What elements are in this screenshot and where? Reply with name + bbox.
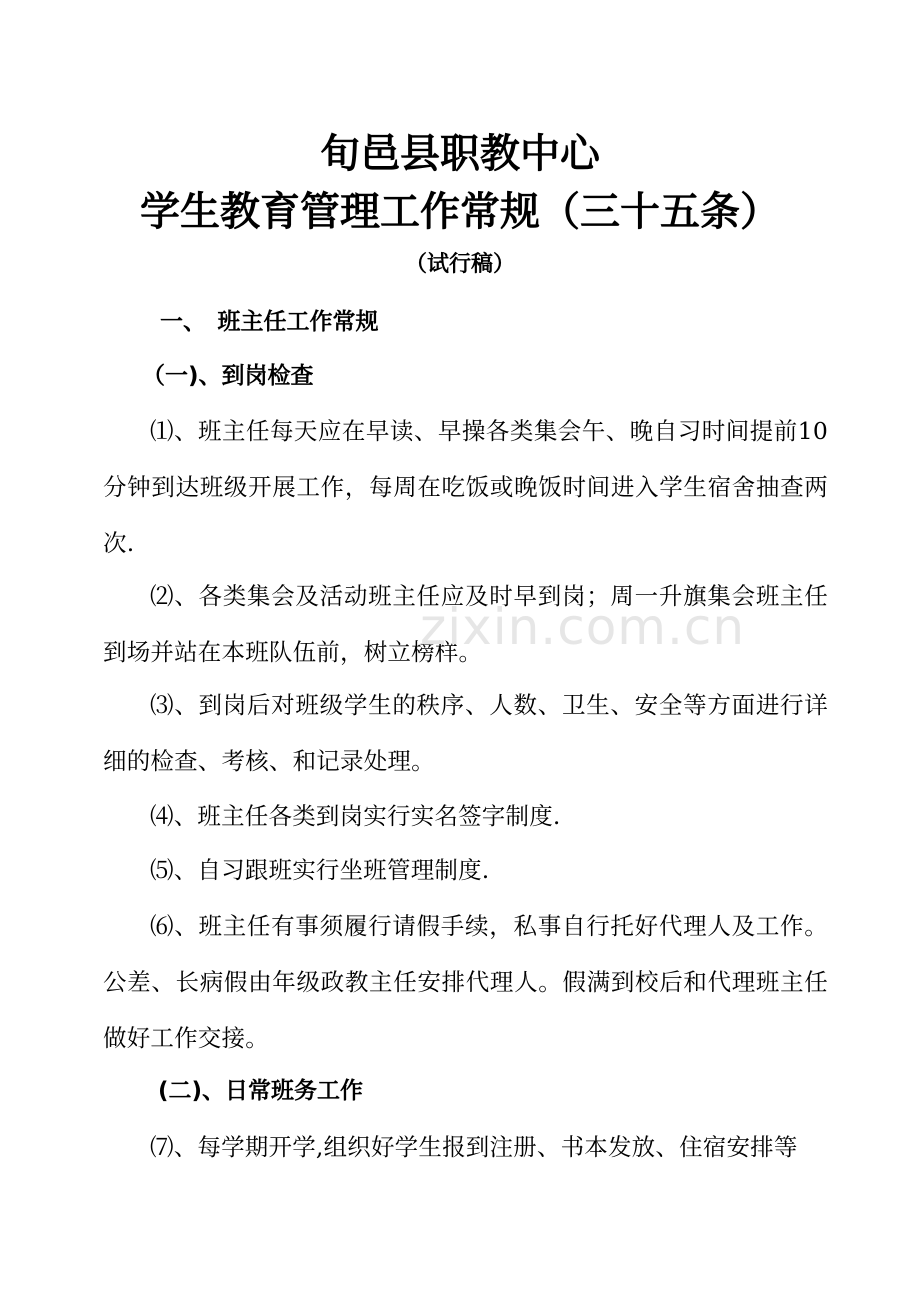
document-subtitle: （试行稿）: [404, 252, 515, 277]
document-title-line2: 学生教育管理工作常规（三十五条）: [140, 189, 780, 235]
watermark: zixin.com.cn: [420, 598, 746, 656]
paragraph-4: ⑷、班主任各类到岗实行实名签字制度.: [150, 802, 561, 830]
document-title-line1: 旬邑县职教中心: [320, 131, 600, 177]
paragraph-3: ⑶、到岗后对班级学生的秩序、人数、卫生、安全等方面进行详细的检查、考核、和记录处理。: [103, 691, 828, 775]
subsection-heading-1: （一)、到岗检查: [142, 363, 314, 389]
paragraph-1: ⑴、班主任每天应在早读、早操各类集会午、晚自习时间提前10分钟到达班级开展工作，每周在吃饭或晚饭时间进入学生宿舍抽查两次.: [103, 417, 828, 557]
paragraph-5: ⑸、自习跟班实行坐班管理制度.: [150, 856, 490, 884]
paragraph-7: ⑺、每学期开学,组织好学生报到注册、书本发放、住宿安排等: [150, 1133, 798, 1161]
subsection-heading-2: (二)、日常班务工作: [158, 1078, 364, 1104]
paragraph-6: ⑹、班主任有事须履行请假手续，私事自行托好代理人及工作。公差、长病假由年级政教主任安排代理人。假满到校后和代理班主任做好工作交接。: [103, 912, 828, 1052]
paragraph-2: ⑵、各类集会及活动班主任应及时早到岗；周一升旗集会班主任到场并站在本班队伍前，树立榜样。: [103, 582, 828, 666]
section-heading-1: 一、 班主任工作常规: [160, 309, 379, 335]
